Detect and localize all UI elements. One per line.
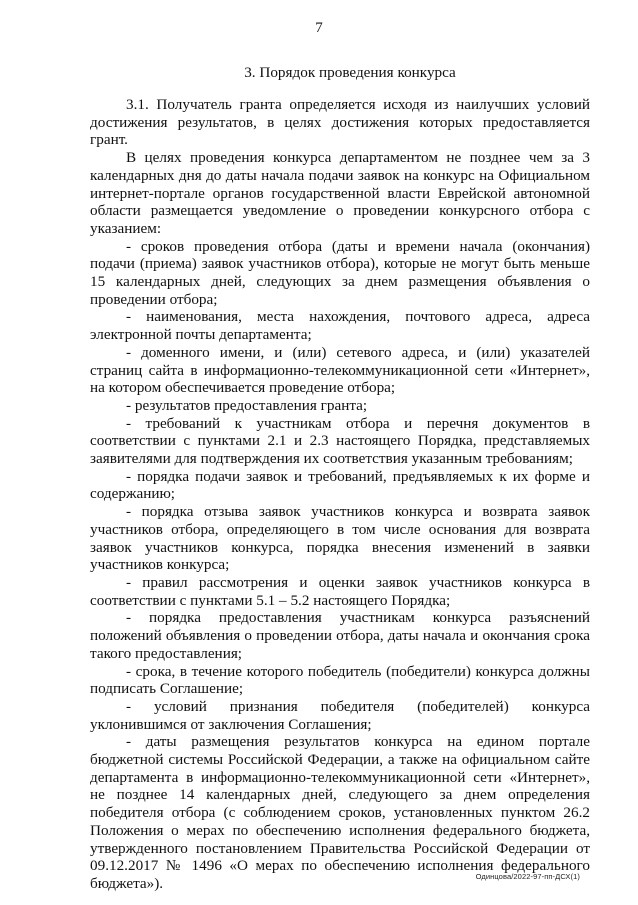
list-item-evasion-conditions: - условий признания победителя (победителей) конкурса уклонившимся от заключения Соглашения; — [90, 697, 590, 733]
list-item-results: - результатов предоставления гранта; — [126, 396, 368, 414]
paragraph-notice-intro: В целях проведения конкурса департаментом не позднее чем за 3 календарных дня до даты начала подачи заявок на конкурс на Официальном интернет-портале органов государственной власти Еврейской автономной области размещается уведомление о проведении конкурсного отбора с указанием: — [90, 149, 590, 237]
list-item-domain: - доменного имени, и (или) сетевого адреса, и (или) указателей страниц сайта в информационно-телекоммуникационной сети «Интернет», на котором обеспечивается проведение отбора; — [90, 343, 590, 397]
list-item-name-address: - наименования, места нахождения, почтового адреса, адреса электронной почты департамента; — [90, 308, 590, 344]
page-number: 7 — [315, 20, 323, 36]
list-item-withdrawal: - порядка отзыва заявок участников конкурса и возврата заявок участников отбора, определяющего в том числе основания для возврата заявок участников конкурса, порядка внесения изменений в заявки участников конкурса; — [90, 503, 590, 574]
list-item-evaluation-rules: - правил рассмотрения и оценки заявок участников конкурса в соответствии с пунктами 5.1 – 5.2 настоящего Порядка; — [90, 573, 590, 609]
list-item-deadlines: - сроков проведения отбора (даты и времени начала (окончания) подачи (приема) заявок участников отбора), которые не могут быть меньше 15 календарных дней, следующих за днем размещения объявления о проведении отбора; — [90, 237, 590, 308]
document-body — [90, 96, 590, 893]
list-item-requirements: - требований к участникам отбора и перечня документов в соответствии с пунктами 2.1 и 2.3 настоящего Порядка, представляемых заявителями для подтверждения их соответствия указанным требованиям; — [90, 414, 590, 468]
list-item-publication-date: - даты размещения результатов конкурса на едином портале бюджетной системы Российской Федерации, а также на официальном сайте департамента в информационно-телекоммуникационной сети «Интернет», не позднее 14 календарных дней, следующего за днем определения победителя отбора (с соблюдением сроков, установленных пунктом 26.2 Положения о мерах по обеспечению исполнения федерального бюджета, утвержденного постановлением Правительства Российской Федерации от 09.12.2017 № 1496 «О мерах по обеспечению исполнения федерального бюджета»). — [90, 733, 590, 892]
footer-document-code: Одинцова/2022-97-пп-ДСХ(1) — [475, 872, 580, 881]
list-item-clarifications: - порядка предоставления участникам конкурса разъяснений положений объявления о проведении отбора, даты начала и окончания срока такого предоставления; — [90, 609, 590, 662]
section-heading: 3. Порядок проведения конкурса — [244, 64, 456, 81]
paragraph-3-1: 3.1. Получатель гранта определяется исходя из наилучших условий достижения результатов, в целях достижения которых предоставляется грант. — [90, 96, 590, 149]
list-item-signing-term: - срока, в течение которого победитель (победители) конкурса должны подписать Соглашение; — [90, 662, 590, 698]
list-item-application-procedure: - порядка подачи заявок и требований, предъявляемых к их форме и содержанию; — [90, 467, 590, 503]
